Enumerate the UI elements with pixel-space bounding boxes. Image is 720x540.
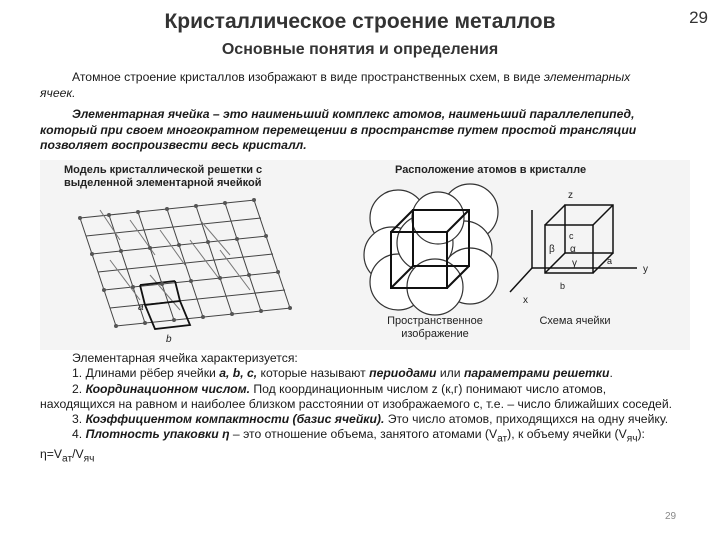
list-intro: Элементарная ячейка характеризуется: — [72, 351, 298, 365]
atoms-caption: Расположение атомов в кристалле — [395, 164, 587, 176]
definition-text: – это наименьший комплекс атомов, наименьший параллелепипед, который при своем многократном перемещении в пространстве путем простой трансляции позволяет воспроизвести весь кристалл. — [40, 107, 637, 152]
highlighted-unit-cell — [140, 281, 190, 329]
axis-x-line — [510, 268, 532, 292]
angle-beta-label: β — [549, 244, 555, 255]
intro-text: Атомное строение кристаллов изображают в виде пространственных схем, в виде — [72, 70, 544, 84]
lattice-mark-b: b — [166, 334, 172, 345]
lattice-caption: Модель кристаллической решетки с выделенной элементарной ячейкой — [64, 164, 263, 189]
characteristics-list — [40, 351, 680, 467]
lattice-model — [80, 200, 291, 329]
list-item: 1. Длинами рёбер ячейки a, b, c, которые называют периодами или параметрами решетки. — [72, 366, 613, 381]
lattice-lines-depth — [100, 210, 250, 310]
list-item: 3. Коэффициентом компактности (базис ячейки). Это число атомов, приходящихся на одну ячейку. — [72, 412, 669, 427]
list-item: 4. Плотность упаковки η – это отношение объема, занятого атомами $(V_{ат})$, к объему ячейки $(V_{яч})$: $\eta=V_{ат}/V_{яч}$ — [40, 427, 645, 465]
edge-a-label: a — [607, 256, 613, 266]
schema-caption: Схема ячейки — [539, 315, 611, 327]
slide-title: Кристаллическое строение металлов — [164, 10, 556, 33]
atom-spheres — [364, 184, 498, 315]
angle-alpha-label: α — [570, 244, 576, 255]
page-number-top: 29 — [689, 8, 708, 27]
definition-term: Элементарная ячейка — [72, 107, 210, 121]
lattice-mark-a: a — [138, 302, 144, 313]
spatial-caption: Пространственное изображение — [387, 315, 483, 340]
list-item: 2. Координационном числом. Под координационным числом z (к,г) понимают число атомов, находящихся на равном и наиболее близком расстоянии от изображаемого с, т.е. – число ближайших соседей. — [40, 381, 673, 411]
edge-c-label: c — [569, 231, 574, 241]
slide-subtitle: Основные понятия и определения — [221, 41, 499, 58]
intro-emphasis: элементарных ячеек. — [40, 70, 631, 100]
lattice-lines-diagonal — [80, 200, 290, 326]
edge-b-label: b — [560, 281, 566, 291]
axis-z-label: z — [568, 190, 573, 201]
definition-paragraph — [40, 107, 660, 154]
angle-gamma-label: γ — [572, 258, 577, 269]
intro-paragraph — [40, 70, 660, 101]
axis-y-label: y — [643, 264, 648, 275]
axis-x-label: x — [523, 295, 528, 306]
page-number-footer: 29 — [665, 511, 677, 522]
figure-panel — [40, 160, 690, 350]
